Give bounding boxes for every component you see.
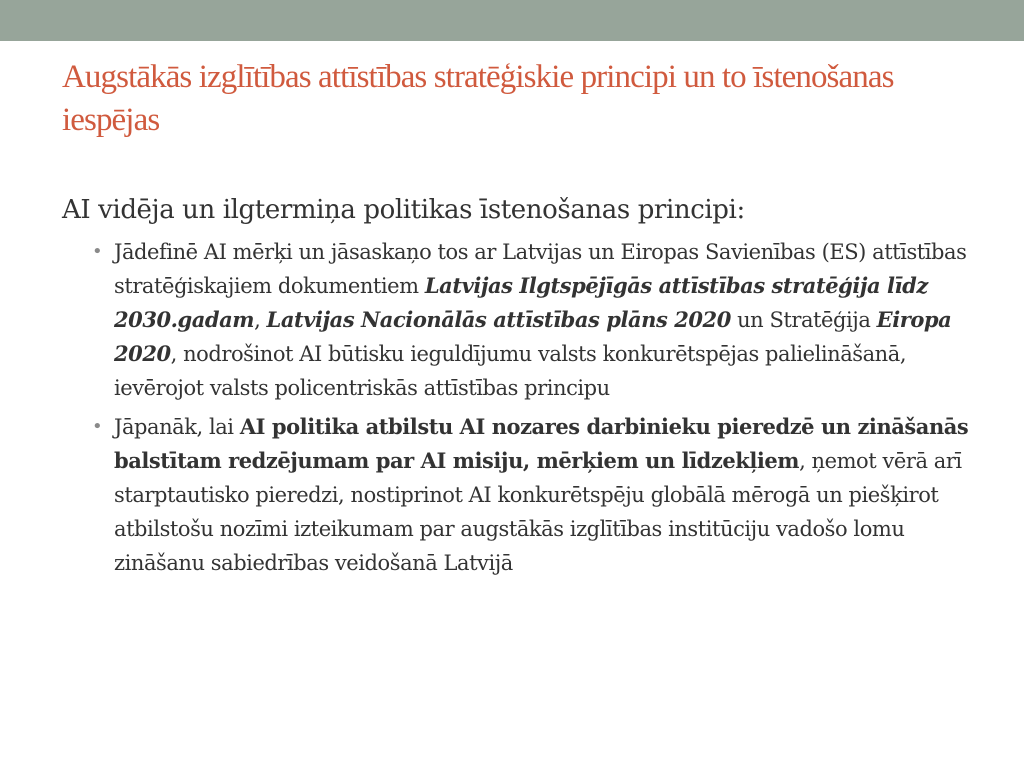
- bullet-1-separator-2: un Stratēģija: [730, 308, 877, 332]
- bullet-marker: •: [92, 416, 103, 437]
- bullet-item-1: [92, 235, 972, 405]
- bullet-marker: •: [92, 241, 103, 262]
- bullet-1-text-start: Jādefinē AI mērķi un jāsaskaņo tos ar Latvijas un Eiropas Savienības (ES) attīstības stratēģiskajiem dokumentiem: [114, 240, 967, 298]
- bullet-2-text-start: Jāpanāk, lai: [114, 415, 240, 439]
- top-accent-bar: [0, 0, 1024, 41]
- document-title-national-plan: Latvijas Nacionālās attīstības plāns 2020: [266, 307, 731, 332]
- slide-subheading: AI vidēja un ilgtermiņa politikas īstenošanas principi:: [62, 195, 745, 225]
- bullet-2-emphasis: AI politika atbilstu AI nozares darbinieku pieredzē un zināšanās balstītam redzējumam par AI misiju, mērķiem un līdzekļiem: [114, 414, 969, 473]
- bullet-2-text-end: , ņemot vērā arī starptautisko pieredzi, nostiprinot AI konkurētspēju globālā mērogā un piešķirot atbilstošu nozīmi izteikumam par augstākās izglītības institūciju vadošo lomu zināšanu sabiedrības veidošanā Latvijā: [114, 449, 962, 575]
- slide-title: Augstākās izglītības attīstības stratēģiskie principi un to īstenošanas iespējas: [62, 59, 894, 138]
- document-title-europe-2020: Eiropa 2020: [114, 307, 952, 366]
- bullet-item-2: [92, 410, 972, 580]
- bullet-list: [92, 235, 972, 585]
- bullet-1-text-end: , nodrošinot AI būtisku ieguldījumu valsts konkurētspējas palielināšanā, ievērojot valsts policentriskās attīstības principu: [114, 342, 907, 400]
- document-title-sustainable-strategy: Latvijas Ilgtspējīgās attīstības stratēģija līdz 2030.gadam: [114, 273, 928, 332]
- bullet-1-separator-1: ,: [254, 308, 267, 332]
